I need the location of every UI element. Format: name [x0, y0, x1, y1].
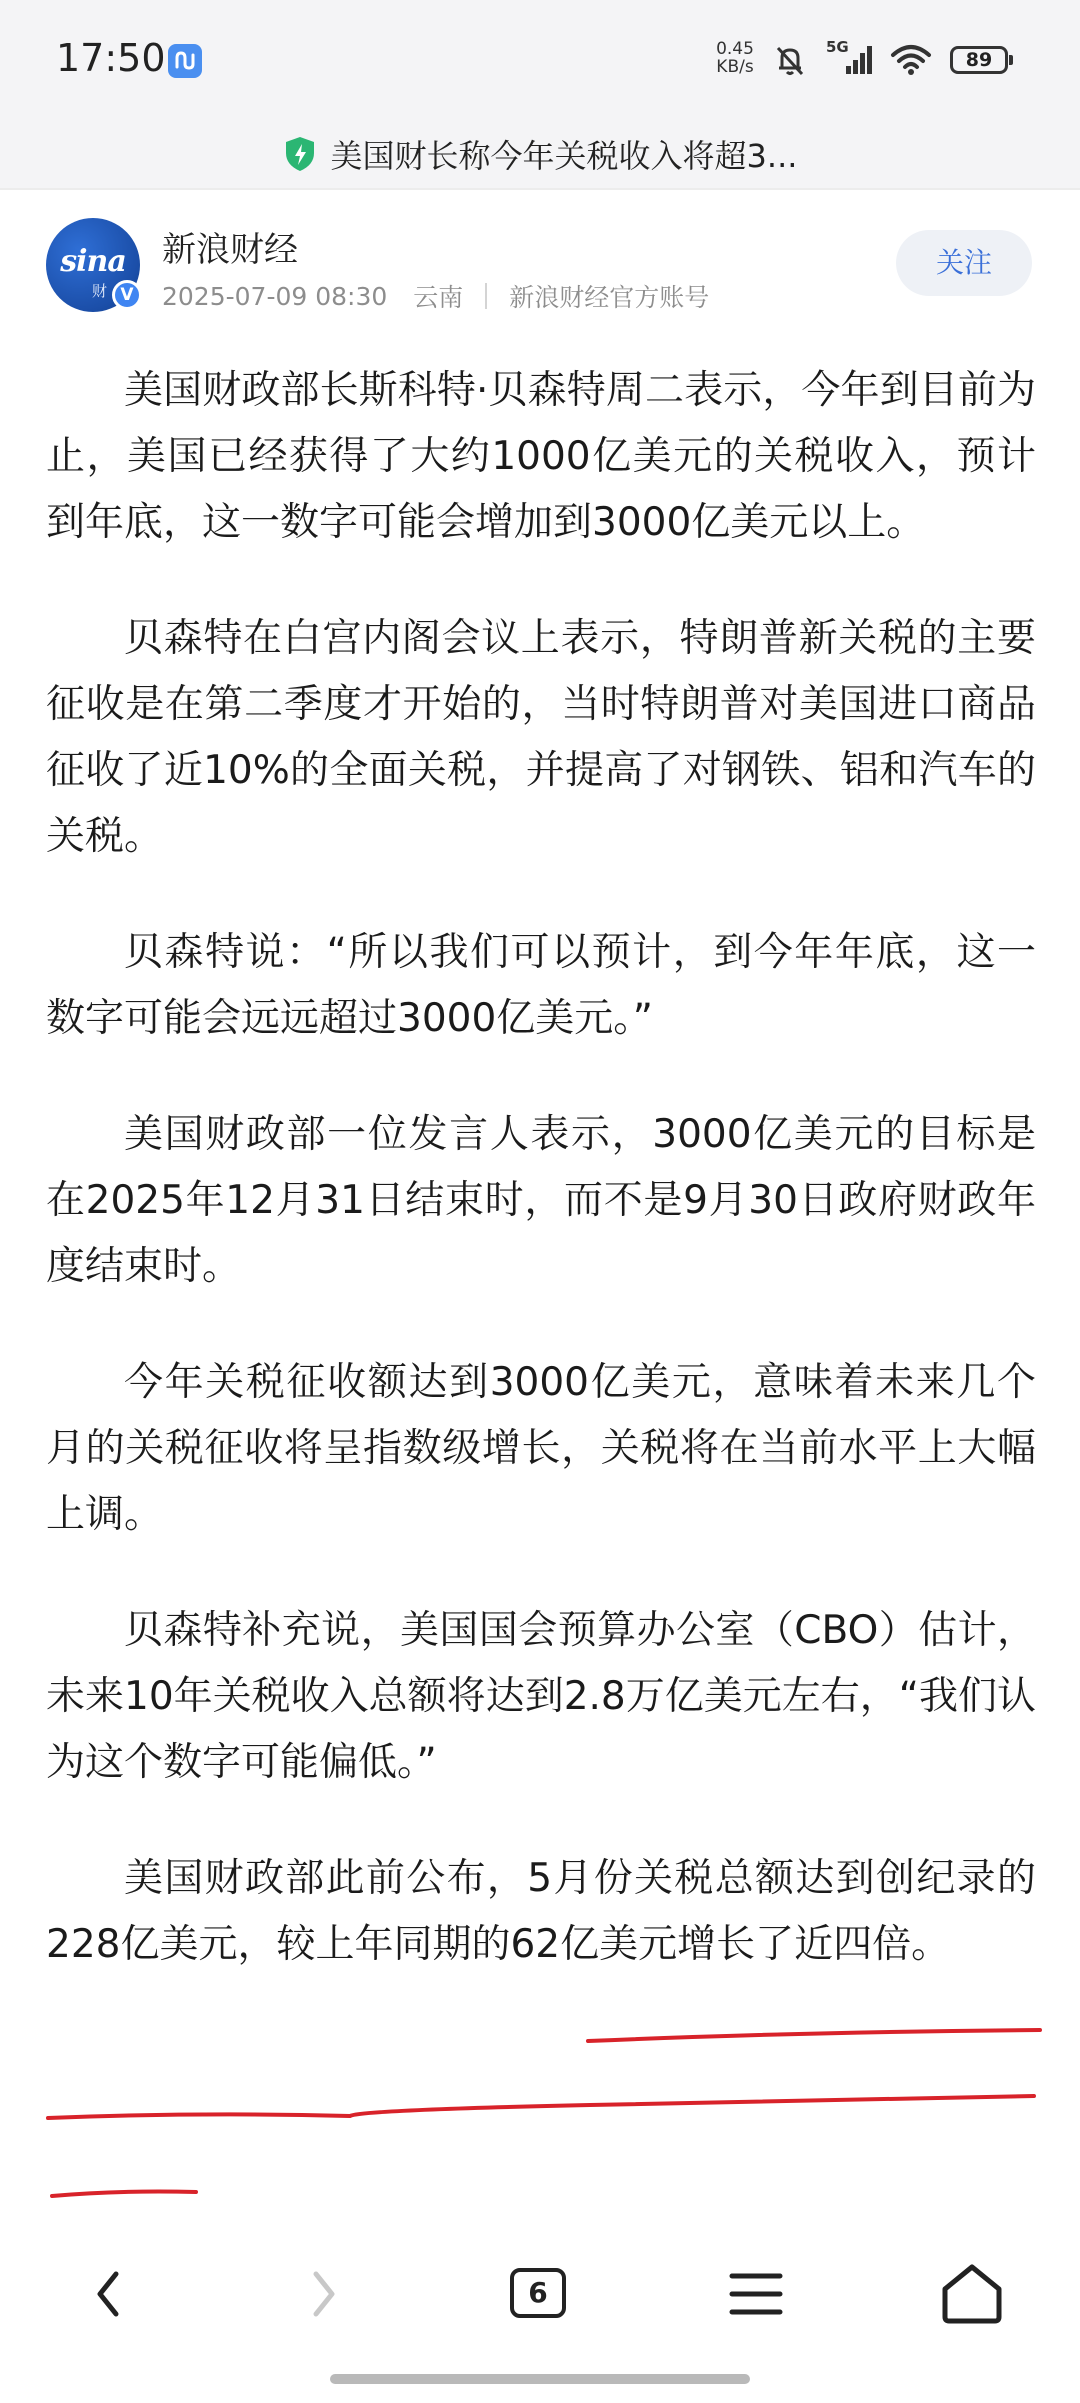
page-title[interactable]: 美国财长称今年关税收入将超3... [330, 137, 798, 175]
header-divider [0, 188, 1080, 190]
network-speed-unit: KB/s [716, 57, 754, 77]
menu-button[interactable] [708, 2246, 804, 2342]
home-indicator[interactable] [330, 2374, 750, 2384]
chevron-left-icon [88, 2264, 128, 2324]
publish-date: 2025-07-09 08:30 [162, 281, 388, 311]
home-icon [939, 2263, 1005, 2325]
verified-icon: V [112, 280, 142, 310]
avatar-sub-text: 财 [92, 282, 108, 300]
author-name[interactable]: 新浪财经 [162, 230, 298, 270]
status-bar [0, 0, 1080, 120]
article-paragraph: 贝森特补充说，美国国会预算办公室（CBO）估计，未来10年关税收入总额将达到2.8万亿美元左右，“我们认为这个数字可能偏低。” [46, 1608, 1036, 1785]
tabs-button[interactable] [492, 2246, 588, 2342]
publish-location: 云南 [413, 283, 464, 312]
account-type: 新浪财经官方账号 [509, 283, 710, 312]
forward-button[interactable] [276, 2246, 372, 2342]
shield-icon [283, 135, 317, 173]
article-body [46, 358, 1036, 2028]
notification-app-icon [168, 44, 202, 78]
article-paragraph: 贝森特在白宫内阁会议上表示，特朗普新关税的主要征收是在第二季度才开始的，当时特朗普对美国进口商品征收了近10%的全面关税，并提高了对钢铁、铝和汽车的关税。 [46, 616, 1036, 859]
avatar-logo: sina [60, 244, 126, 279]
back-button[interactable] [60, 2246, 156, 2342]
meta-divider [485, 283, 487, 309]
article-paragraph: 美国财政部此前公布，5月份关税总额达到创纪录的228亿美元，较上年同期的62亿美元增长了近四倍。 [46, 1856, 1036, 1967]
author-meta [162, 278, 709, 314]
network-speed-value: 0.45 [716, 39, 754, 59]
signal-5g-icon [826, 38, 872, 78]
network-speed [710, 40, 760, 76]
chevron-right-icon [304, 2264, 344, 2324]
status-time: 17:50 [56, 36, 166, 80]
bell-muted-icon [772, 42, 808, 78]
tab-count: 6 [510, 2268, 566, 2318]
wifi-icon [890, 43, 932, 77]
article-paragraph: 今年关税征收额达到3000亿美元，意味着未来几个月的关税征收将呈指数级增长，关税将在当前水平上大幅上调。 [46, 1360, 1036, 1537]
menu-icon [728, 2270, 784, 2318]
battery-indicator: 89 [950, 46, 1008, 74]
page-title-row [0, 120, 1080, 188]
network-type: 5G [826, 38, 849, 56]
article-paragraph: 美国财政部一位发言人表示，3000亿美元的目标是在2025年12月31日结束时，而不是9月30日政府财政年度结束时。 [46, 1112, 1036, 1289]
home-button[interactable] [924, 2246, 1020, 2342]
avatar[interactable] [46, 218, 140, 312]
article-paragraph: 贝森特说：“所以我们可以预计，到今年年底，这一数字可能会远远超过3000亿美元。” [46, 930, 1036, 1041]
status-icons [772, 38, 1008, 82]
follow-button[interactable]: 关注 [896, 230, 1032, 296]
bottom-navigation [0, 2230, 1080, 2360]
article-paragraph: 美国财政部长斯科特·贝森特周二表示，今年到目前为止，美国已经获得了大约1000亿美元的关税收入，预计到年底，这一数字可能会增加到3000亿美元以上。 [46, 368, 1036, 545]
